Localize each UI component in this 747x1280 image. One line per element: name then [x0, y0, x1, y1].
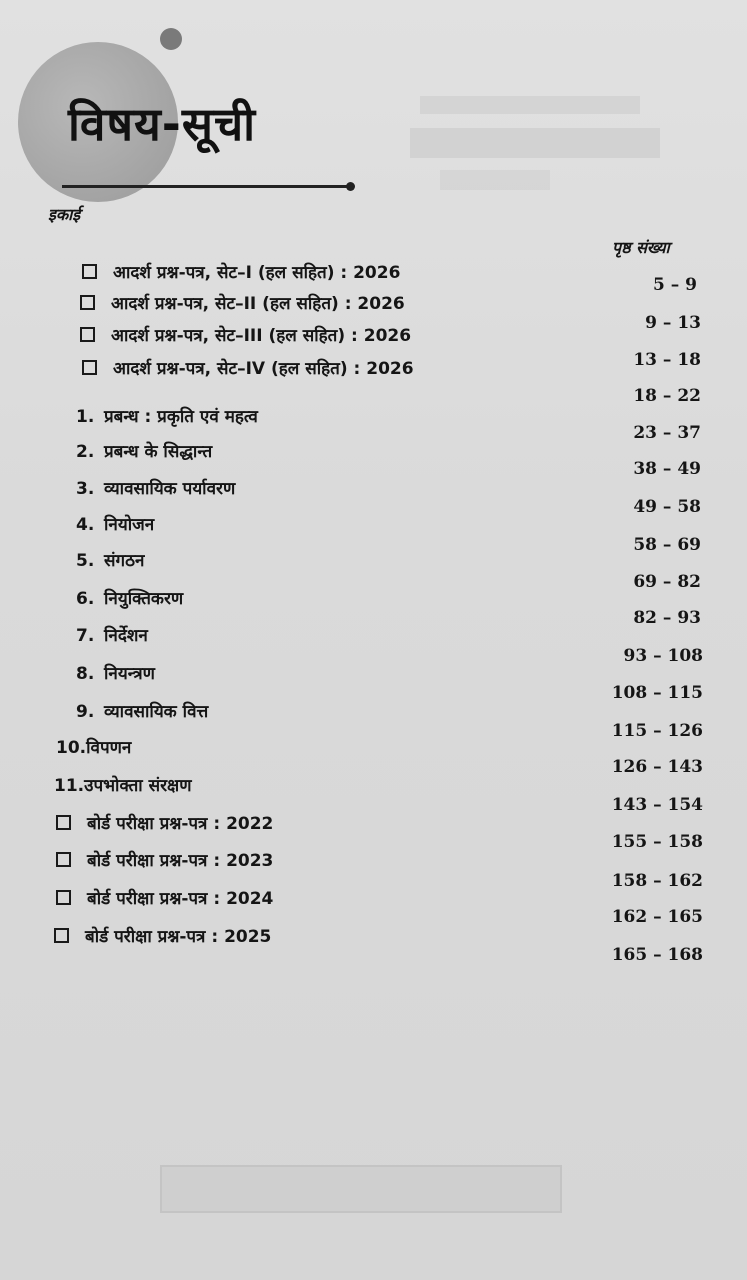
toc-entry-pages: 38 – 49	[633, 459, 701, 479]
toc-entry-pages: 13 – 18	[633, 350, 701, 370]
toc-entry-pages: 165 – 168	[611, 945, 703, 965]
toc-entry-pages: 23 – 37	[633, 423, 701, 443]
decorative-dot	[160, 28, 182, 50]
toc-entry-pages: 69 – 82	[633, 572, 701, 592]
toc-entry-pages: 158 – 162	[611, 871, 703, 891]
toc-entry-pages: 93 – 108	[623, 646, 703, 666]
checkbox-bullet-icon	[54, 928, 69, 943]
toc-entry-title: प्रबन्ध के सिद्धान्त	[104, 442, 213, 462]
toc-entry-number: 10.	[56, 738, 87, 758]
toc-entry-pages: 155 – 158	[611, 832, 703, 852]
title-underline-dot	[346, 182, 355, 191]
toc-entry-title: बोर्ड परीक्षा प्रश्न-पत्र : 2023	[87, 851, 274, 871]
toc-entry	[76, 546, 144, 576]
toc-entry-title: संगठन	[104, 551, 145, 571]
toc-entry-pages: 18 – 22	[633, 386, 701, 406]
toc-entry-title: निर्देशन	[104, 626, 148, 646]
toc-entry-title: आदर्श प्रश्न-पत्र, सेट–I (हल सहित) : 2026	[113, 263, 401, 283]
bleed-through-box	[160, 1165, 562, 1213]
checkbox-bullet-icon	[80, 327, 95, 342]
toc-entry-title: बोर्ड परीक्षा प्रश्न-पत्र : 2025	[85, 927, 272, 947]
toc-entry-number: 2.	[76, 442, 95, 462]
checkbox-bullet-icon	[56, 815, 71, 830]
toc-entry	[54, 922, 271, 952]
toc-entry-pages: 108 – 115	[611, 683, 703, 703]
toc-entry	[76, 474, 235, 504]
toc-entry-title: विपणन	[86, 738, 132, 758]
unit-column-label: इकाई	[48, 205, 81, 224]
toc-entry	[56, 809, 273, 839]
pages-column-label: पृष्ठ संख्या	[612, 238, 670, 257]
title-underline	[62, 185, 350, 188]
toc-entry	[80, 321, 411, 351]
toc-entry-number: 8.	[76, 664, 95, 684]
toc-entry	[56, 884, 273, 914]
toc-entry	[76, 584, 183, 614]
toc-entry	[56, 846, 273, 876]
checkbox-bullet-icon	[56, 852, 71, 867]
toc-entry-title: आदर्श प्रश्न-पत्र, सेट–IV (हल सहित) : 2026	[113, 359, 414, 379]
toc-entry-title: बोर्ड परीक्षा प्रश्न-पत्र : 2022	[87, 814, 274, 834]
toc-entry-title: नियन्त्रण	[104, 664, 155, 684]
toc-entry-title: उपभोक्ता संरक्षण	[84, 776, 192, 796]
checkbox-bullet-icon	[82, 264, 97, 279]
toc-entry-title: व्यावसायिक पर्यावरण	[104, 479, 236, 499]
toc-entry	[76, 437, 212, 467]
page-title: विषय-सूची	[68, 97, 257, 151]
toc-entry	[76, 659, 155, 689]
toc-entry-number: 7.	[76, 626, 95, 646]
bleed-through-block	[410, 128, 660, 158]
toc-entry-number: 9.	[76, 702, 95, 722]
toc-entry-title: प्रबन्ध : प्रकृति एवं महत्व	[104, 407, 258, 427]
toc-entry	[80, 289, 405, 319]
toc-entry	[76, 621, 148, 651]
toc-entry-pages: 5 – 9	[653, 275, 697, 295]
toc-entry	[82, 258, 400, 288]
checkbox-bullet-icon	[82, 360, 97, 375]
bleed-through-block	[420, 96, 640, 114]
toc-entry-pages: 49 – 58	[633, 497, 701, 517]
toc-entry-number: 6.	[76, 589, 95, 609]
toc-entry-number: 11.	[54, 776, 85, 796]
checkbox-bullet-icon	[80, 295, 95, 310]
toc-entry-number: 1.	[76, 407, 95, 427]
toc-entry-pages: 162 – 165	[611, 907, 703, 927]
bleed-through-block	[440, 170, 550, 190]
toc-entry	[76, 697, 208, 727]
toc-entry-pages: 9 – 13	[645, 313, 701, 333]
toc-entry	[76, 402, 258, 432]
toc-entry-title: व्यावसायिक वित्त	[104, 702, 209, 722]
toc-entry-pages: 58 – 69	[633, 535, 701, 555]
toc-entry-number: 3.	[76, 479, 95, 499]
toc-entry	[82, 354, 414, 384]
toc-entry	[54, 771, 192, 801]
toc-entry-title: बोर्ड परीक्षा प्रश्न-पत्र : 2024	[87, 889, 274, 909]
toc-entry-number: 5.	[76, 551, 95, 571]
toc-entry	[56, 733, 131, 763]
toc-entry-pages: 115 – 126	[611, 721, 703, 741]
toc-entry-pages: 82 – 93	[633, 608, 701, 628]
toc-entry-title: आदर्श प्रश्न-पत्र, सेट–II (हल सहित) : 2026	[111, 294, 405, 314]
toc-entry-pages: 143 – 154	[611, 795, 703, 815]
toc-entry-pages: 126 – 143	[611, 757, 703, 777]
toc-entry-number: 4.	[76, 515, 95, 535]
toc-entry-title: नियुक्तिकरण	[104, 589, 184, 609]
toc-entry-title: आदर्श प्रश्न-पत्र, सेट–III (हल सहित) : 2026	[111, 326, 412, 346]
toc-entry	[76, 510, 154, 540]
toc-entry-title: नियोजन	[104, 515, 155, 535]
checkbox-bullet-icon	[56, 890, 71, 905]
